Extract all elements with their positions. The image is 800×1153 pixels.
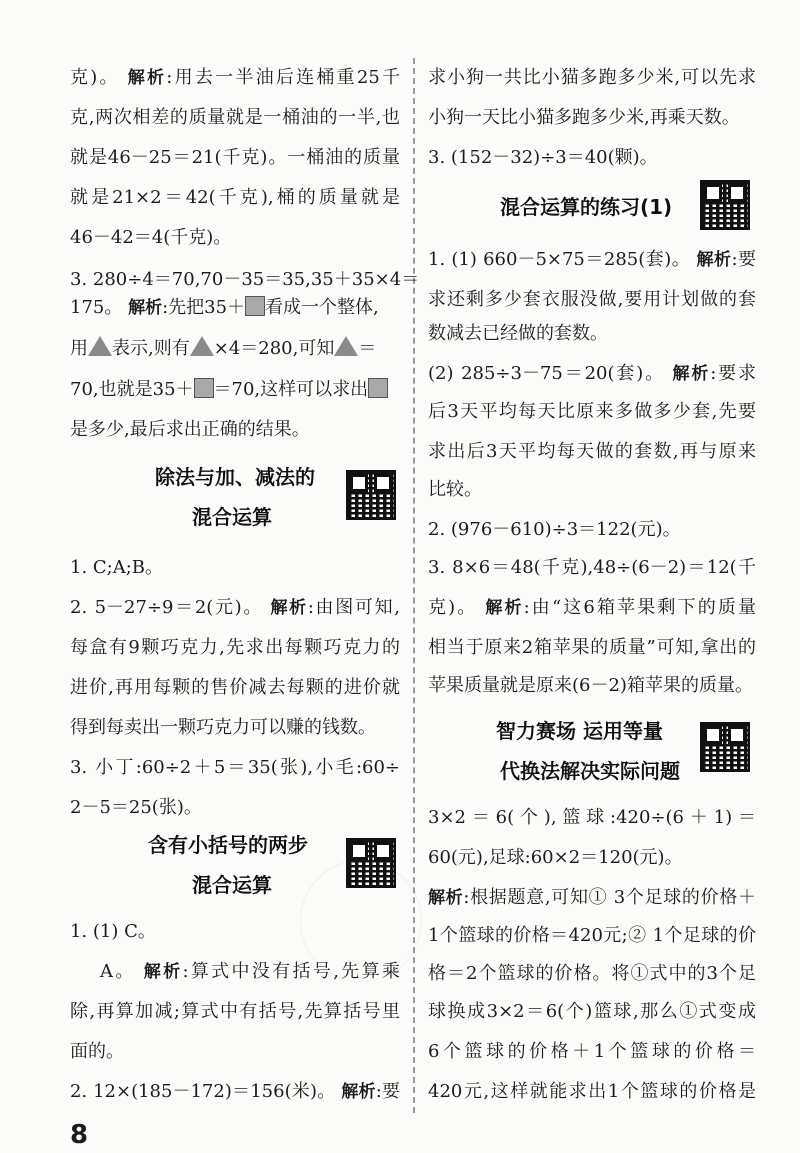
text-line: 进价,再用每颗的售价减去每颗的进价就 <box>70 677 400 698</box>
text: 表示,则有 <box>112 338 190 359</box>
text-line: 3. 8×6＝48(千克),48÷(6－2)＝12(千 <box>428 557 756 578</box>
text-line: 球换成3×2＝6(个)篮球,那么①式变成 <box>428 1001 756 1022</box>
square-placeholder-icon <box>368 378 388 398</box>
text-line: 小狗一天比小猫多跑多少米,再乘天数。 <box>428 107 740 128</box>
text-line: A。 解析:算式中没有括号,先算乘 <box>100 961 400 982</box>
text-line: 46－42＝4(千克)。 <box>70 227 232 248</box>
text-line: 后3天平均每天比原来多做多少套,先要 <box>428 401 756 422</box>
text-line: 数减去已经做的套数。 <box>428 323 608 344</box>
page-number: 8 <box>70 1120 89 1150</box>
square-placeholder-icon <box>245 296 265 316</box>
text: ＝ <box>358 338 377 359</box>
analysis-label: 解析 <box>270 598 308 618</box>
text-line: 克,两次相差的质量就是一桶油的一半,也 <box>70 107 400 128</box>
text-line: 3×2＝6(个),篮球:420÷(6＋1)＝ <box>428 807 756 828</box>
text-line: 解析:根据题意,可知① 3个足球的价格＋ <box>428 887 756 908</box>
watermark-stamp <box>300 860 422 982</box>
text: ×4＝280,可知 <box>213 338 335 359</box>
text-line: 每盒有9颗巧克力,先求出每颗巧克力的 <box>70 637 400 658</box>
text-line: 2. 5－27÷9＝2(元)。 解析:由图可知, <box>70 597 400 618</box>
text: 用 <box>70 338 88 359</box>
triangle-icon <box>88 336 112 356</box>
section-title: 智力赛场 运用等量 <box>496 719 663 743</box>
qr-code-icon <box>700 722 750 772</box>
text: :先把35＋ <box>162 297 246 318</box>
text-line: 3. 280÷4＝70,70－35＝35,35＋35×4＝ <box>70 269 420 290</box>
text-line: 1个篮球的价格＝420元;② 1个足球的价 <box>428 925 756 946</box>
text-line: 是多少,最后求出正确的结果。 <box>70 419 310 440</box>
analysis-label: 解析 <box>696 250 732 270</box>
section-title: 含有小括号的两步 <box>148 833 308 857</box>
text-line: 420元,这样就能求出1个篮球的价格是 <box>428 1081 756 1102</box>
text: 70,也就是35＋ <box>70 379 194 400</box>
text-line: 6个篮球的价格＋1个篮球的价格＝ <box>428 1041 756 1062</box>
text-line <box>70 296 379 320</box>
text-line: 1. (1) 660－5×75＝285(套)。 解析:要 <box>428 249 756 270</box>
text-line: 相当于原来2箱苹果的质量”可知,拿出的 <box>428 637 756 658</box>
text-line: 比较。 <box>428 479 482 500</box>
text: ＝70,这样可以求出 <box>213 379 369 400</box>
section-title: 混合运算 <box>192 505 272 529</box>
text-line: 2. (976－610)÷3＝122(元)。 <box>428 519 681 540</box>
qr-code-icon <box>346 470 396 520</box>
section-title: 代换法解决实际问题 <box>500 759 680 783</box>
square-placeholder-icon <box>194 378 214 398</box>
text-line: 60(元),足球:60×2＝120(元)。 <box>428 847 683 868</box>
triangle-icon <box>334 336 358 356</box>
text-line: 得到每卖出一颗巧克力可以赚的钱数。 <box>70 717 376 738</box>
text-line: 2－5＝25(张)。 <box>70 797 202 818</box>
text-line: 求出后3天平均每天做的套数,再与原来 <box>428 441 756 462</box>
text-line: 苹果质量就是原来(6－2)箱苹果的质量。 <box>428 675 753 696</box>
text-line: 克)。 解析:由“这6箱苹果剩下的质量 <box>428 597 756 618</box>
text-line: (2) 285÷3－75＝20(套)。 解析:要求 <box>428 363 757 384</box>
text-line: 1. (1) C。 <box>70 921 156 942</box>
qr-code-icon <box>700 180 750 230</box>
text-line <box>70 336 376 361</box>
text: 看成一个整体, <box>265 297 379 318</box>
text-line <box>70 378 388 402</box>
column-divider <box>413 58 415 1113</box>
triangle-icon <box>190 336 214 356</box>
text-line: 2. 12×(185－172)＝156(米)。 解析:要 <box>70 1081 401 1102</box>
text-line: 面的。 <box>70 1041 124 1062</box>
analysis-label: 解析 <box>485 598 524 618</box>
text: 175。 <box>70 297 123 318</box>
text-line: 就是21×2＝42(千克),桶的质量就是 <box>70 187 400 208</box>
text-line: 求小狗一共比小猫多跑多少米,可以先求 <box>428 67 756 88</box>
text-line: 1. C;A;B。 <box>70 557 164 578</box>
text-line: 3. (152－32)÷3＝40(颗)。 <box>428 147 658 168</box>
section-title: 混合运算 <box>192 873 272 897</box>
text-line: 就是46－25＝21(千克)。一桶油的质量 <box>70 147 400 168</box>
analysis-label: 解析 <box>341 1082 376 1102</box>
analysis-label: 解析 <box>428 888 464 908</box>
analysis-label: 解析 <box>128 298 163 318</box>
text-line: 求还剩多少套衣服没做,要用计划做的套 <box>428 289 756 310</box>
text-line: 除,再算加减;算式中有括号,先算括号里 <box>70 1001 400 1022</box>
analysis-label: 解析 <box>672 364 711 384</box>
section-title: 除法与加、减法的 <box>155 465 315 489</box>
text-line: 3. 小丁:60÷2＋5＝35(张),小毛:60÷ <box>70 757 400 778</box>
analysis-label: 解析 <box>127 68 167 88</box>
section-title: 混合运算的练习(1) <box>500 195 673 219</box>
text-line: 克)。 解析:用去一半油后连桶重25千 <box>70 67 401 88</box>
text-line: 格＝2个篮球的价格。将①式中的3个足 <box>428 963 756 984</box>
analysis-label: 解析 <box>143 962 183 982</box>
